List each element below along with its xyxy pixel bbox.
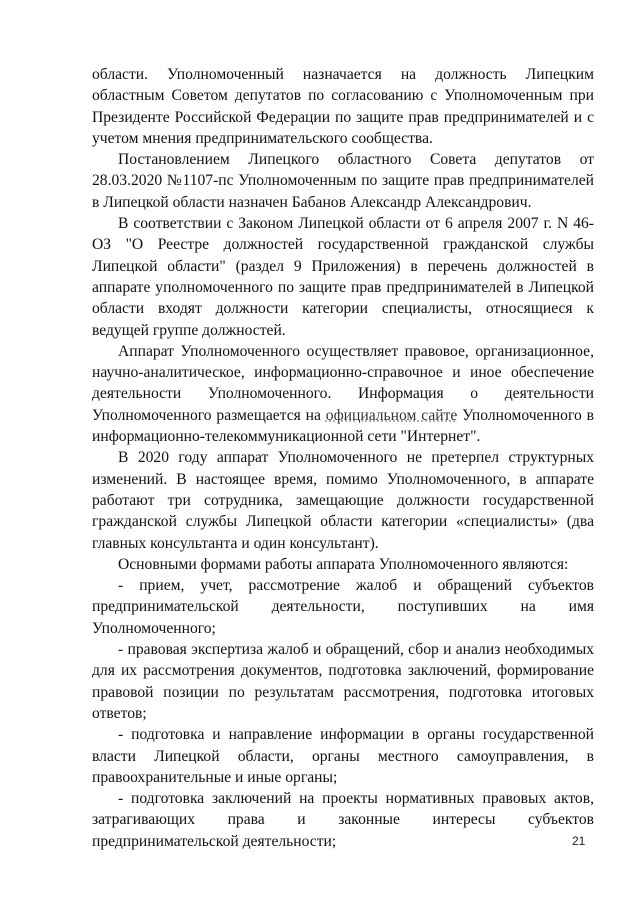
official-site-link[interactable]: официальном сайте bbox=[325, 406, 458, 424]
paragraph-apparatus-text-start: Аппарат Уполномоченного осуществляет правовое, организационное, научно-аналитическое, информационно-справочное и иное обеспечение деятельности Уполномоченного. Информация о деятельности Уполномоченного размещается на bbox=[92, 342, 594, 424]
paragraph-law-reference: В соответствии с Законом Липецкой области от 6 апреля 2007 г. N 46-ОЗ "О Реестре должностей государственной гражданской службы Липецкой области" (раздел 9 Приложения) в перечень должностей в аппарате уполномоченного по защите прав предпринимателей в Липецкой области входят должности категории специалисты, относящиеся к ведущей группе должностей. bbox=[92, 215, 594, 339]
paragraph-apparatus-text-end: Уполномоченного в информационно-телекоммуникационной сети "Интернет". bbox=[92, 406, 594, 446]
page-number: 21 bbox=[572, 834, 586, 848]
paragraph-forms-intro: Основными формами работы аппарата Уполномоченного являются: bbox=[118, 555, 569, 573]
paragraph-structure: В 2020 году аппарат Уполномоченного не претерпел структурных изменений. В настоящее время, помимо Уполномоченного, в аппарате работают три сотрудника, замещающие должности государственной гражданской службы Липецкой области категории «специалисты» (два главных консультанта и один консультант). bbox=[92, 449, 594, 552]
list-item: - подготовка заключений на проекты нормативных правовых актов, затрагивающих права и законные интересы субъектов предпринимательской деятельности; bbox=[92, 790, 594, 850]
list-item: - подготовка и направление информации в органы государственной власти Липецкой области, органы местного самоуправления, в правоохранительные и иные органы; bbox=[92, 726, 594, 786]
paragraph-apparatus bbox=[92, 341, 594, 447]
list-item: - правовая экспертиза жалоб и обращений, сбор и анализ необходимых для их рассмотрения документов, подготовка заключений, формирование правовой позиции по результатам рассмотрения, подготовка итоговых ответов; bbox=[92, 641, 594, 722]
paragraph-resolution: Постановлением Липецкого областного Совета депутатов от 28.03.2020 №1107-пс Уполномоченным по защите прав предпринимателей в Липецкой области назначен Бабанов Александр Александрович. bbox=[92, 151, 594, 211]
paragraph-appointment: области. Уполномоченный назначается на должность Липецким областным Советом депутатов по согласованию с Уполномоченным при Президенте Российской Федерации по защите прав предпринимателей и с учетом мнения предпринимательского сообщества. bbox=[92, 66, 594, 147]
document-body bbox=[92, 64, 594, 852]
list-item: - прием, учет, рассмотрение жалоб и обращений субъектов предпринимательской деятельности, поступивших на имя Уполномоченного; bbox=[92, 577, 594, 637]
